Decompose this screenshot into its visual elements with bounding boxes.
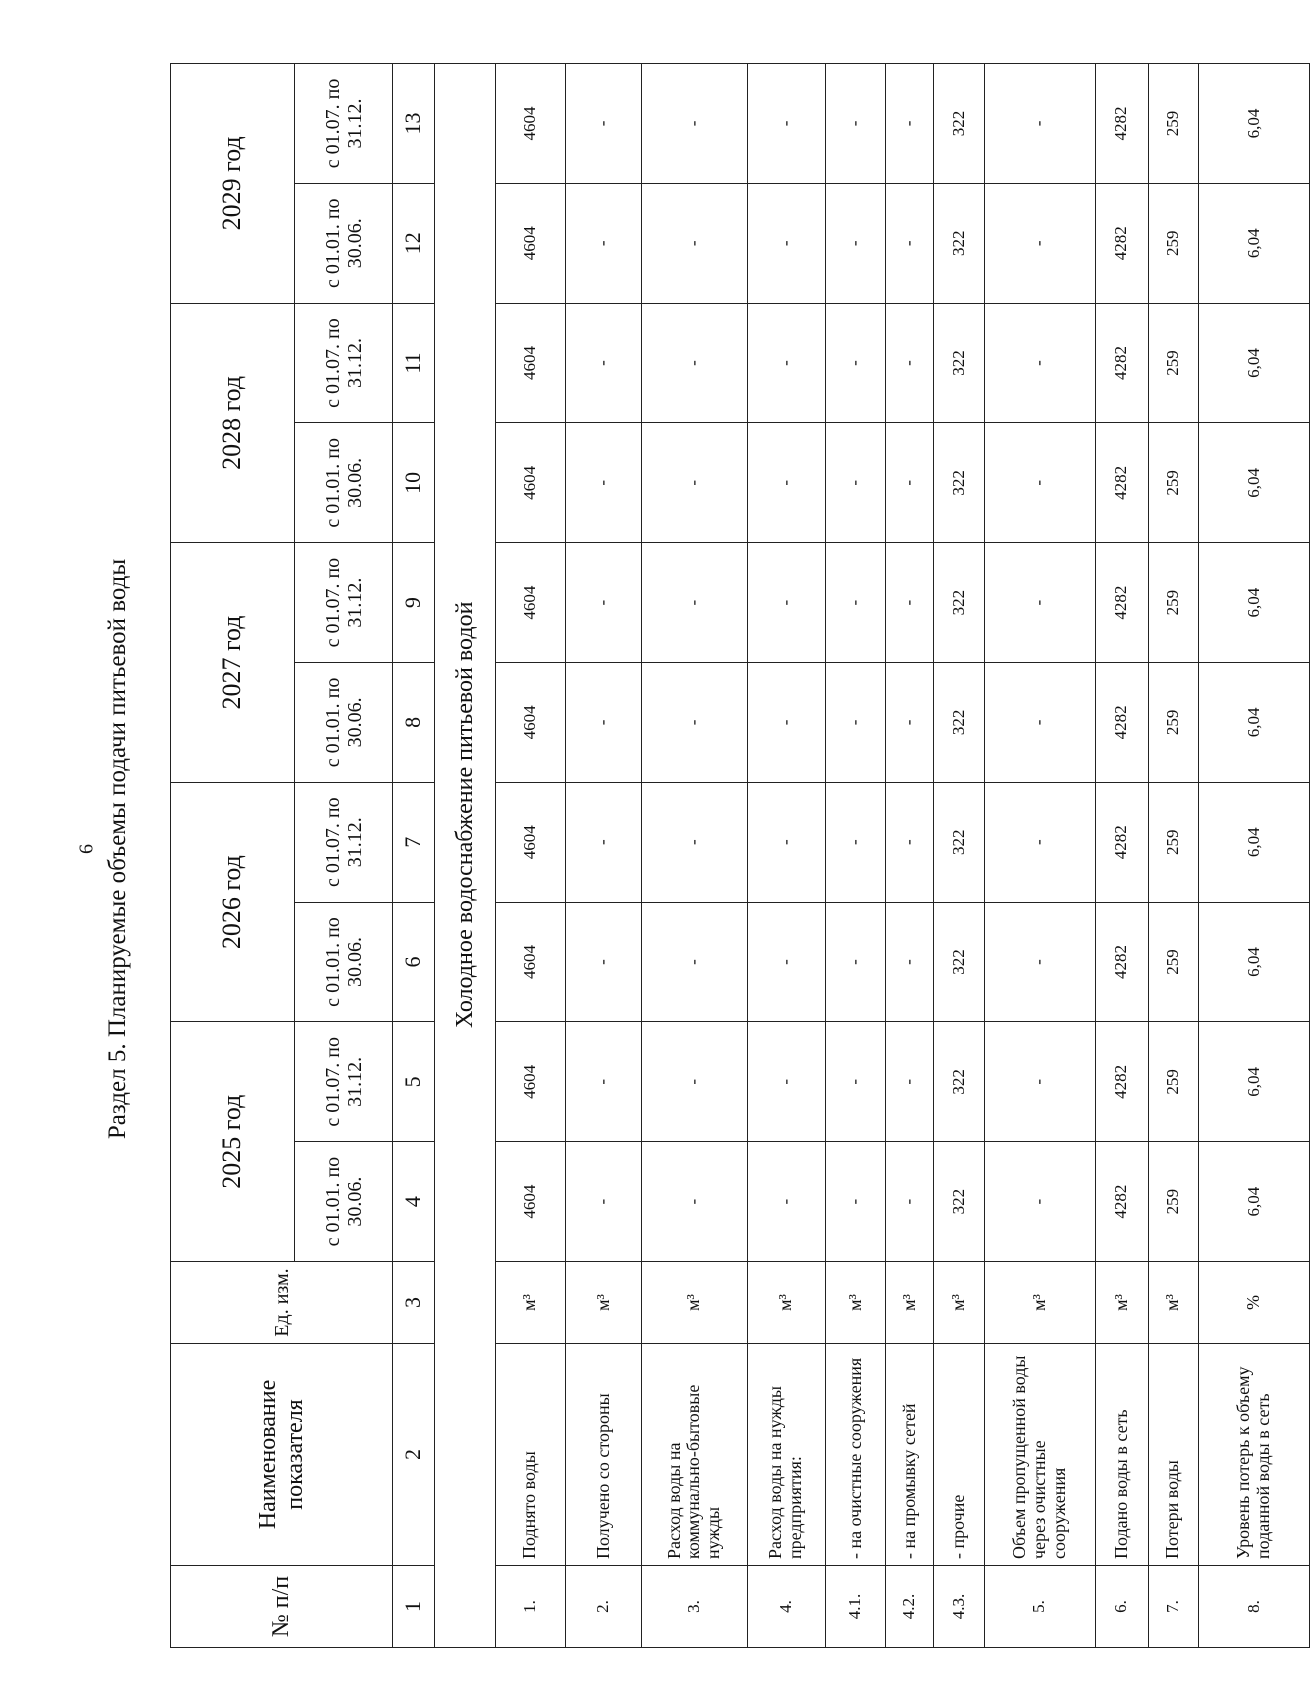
row-unit: м³ [934, 1262, 984, 1344]
row-number: 3. [641, 1566, 747, 1648]
row-value: 4282 [1095, 303, 1148, 423]
table-row [495, 64, 566, 1648]
row-value: - [747, 1142, 825, 1262]
row-value: - [641, 303, 747, 423]
row-value: 6,04 [1198, 543, 1309, 663]
row-number: 5. [984, 1566, 1095, 1648]
row-value: - [641, 663, 747, 783]
header-period: с 01.01. по 30.06. [295, 183, 393, 303]
header-name: Наименование показателя [171, 1344, 393, 1566]
row-value: - [984, 303, 1095, 423]
row-value: 322 [934, 423, 984, 543]
row-name: Уровень потерь к объему поданной воды в сеть [1198, 1344, 1309, 1566]
table-container [170, 64, 1310, 1648]
row-value: - [984, 183, 1095, 303]
column-number: 11 [393, 303, 435, 423]
row-number: 2. [566, 1566, 642, 1648]
row-value: - [747, 902, 825, 1022]
row-value: 322 [934, 64, 984, 184]
column-number: 12 [393, 183, 435, 303]
row-value: 6,04 [1198, 423, 1309, 543]
row-value: 6,04 [1198, 663, 1309, 783]
row-value: 259 [1148, 782, 1198, 902]
row-value: - [566, 423, 642, 543]
header-unit: Ед. изм. [171, 1262, 393, 1344]
row-value: - [825, 543, 886, 663]
row-value: 4604 [495, 663, 566, 783]
row-number: 8. [1198, 1566, 1309, 1648]
row-value: - [825, 902, 886, 1022]
row-value: - [825, 64, 886, 184]
row-value: - [984, 902, 1095, 1022]
header-period: с 01.01. по 30.06. [295, 902, 393, 1022]
row-value: - [825, 1142, 886, 1262]
row-value: - [641, 1022, 747, 1142]
row-number: 4. [747, 1566, 825, 1648]
row-value: 4604 [495, 1142, 566, 1262]
table-row [934, 64, 984, 1648]
row-value: 4282 [1095, 1022, 1148, 1142]
row-value: 259 [1148, 1142, 1198, 1262]
row-value: 322 [934, 1022, 984, 1142]
column-number: 3 [393, 1262, 435, 1344]
row-name: Объем пропущенной воды через очистные сооружения [984, 1344, 1095, 1566]
column-number: 7 [393, 782, 435, 902]
table-row [1198, 64, 1309, 1648]
table-row [886, 64, 934, 1648]
row-number: 4.3. [934, 1566, 984, 1648]
row-number: 6. [1095, 1566, 1148, 1648]
row-value: - [984, 1142, 1095, 1262]
row-value: - [886, 902, 934, 1022]
section-row [435, 64, 496, 1648]
row-name: Получено со стороны [566, 1344, 642, 1566]
row-value: 4604 [495, 183, 566, 303]
row-value: - [886, 183, 934, 303]
row-value: - [641, 543, 747, 663]
row-value: 259 [1148, 663, 1198, 783]
row-unit: м³ [825, 1262, 886, 1344]
row-value: 322 [934, 543, 984, 663]
row-value: - [747, 543, 825, 663]
header-year: 2028 год [171, 303, 295, 543]
column-number: 8 [393, 663, 435, 783]
row-value: - [566, 1022, 642, 1142]
row-value: 4282 [1095, 64, 1148, 184]
row-value: 4282 [1095, 782, 1148, 902]
row-number: 4.2. [886, 1566, 934, 1648]
row-value: 4604 [495, 64, 566, 184]
table-row [984, 64, 1095, 1648]
row-value: - [641, 183, 747, 303]
row-value: - [641, 902, 747, 1022]
row-unit: м³ [747, 1262, 825, 1344]
row-value: 6,04 [1198, 902, 1309, 1022]
row-value: 259 [1148, 902, 1198, 1022]
column-number: 2 [393, 1344, 435, 1566]
row-unit: м³ [984, 1262, 1095, 1344]
row-value: 259 [1148, 303, 1198, 423]
row-value: - [641, 423, 747, 543]
row-value: - [747, 782, 825, 902]
row-value: - [984, 423, 1095, 543]
table-row [747, 64, 825, 1648]
row-value: 6,04 [1198, 64, 1309, 184]
row-value: - [984, 782, 1095, 902]
row-value: 259 [1148, 183, 1198, 303]
row-value: - [984, 1022, 1095, 1142]
row-value: - [747, 423, 825, 543]
row-value: - [566, 183, 642, 303]
table-row [641, 64, 747, 1648]
row-value: 322 [934, 782, 984, 902]
row-name: Подано воды в сеть [1095, 1344, 1148, 1566]
row-value: 4604 [495, 423, 566, 543]
row-value: 322 [934, 902, 984, 1022]
row-value: - [641, 1142, 747, 1262]
column-number: 4 [393, 1142, 435, 1262]
row-name: Поднято воды [495, 1344, 566, 1566]
row-value: 259 [1148, 423, 1198, 543]
row-value: 259 [1148, 543, 1198, 663]
row-name: Расход воды на нужды предприятия: [747, 1344, 825, 1566]
row-value: - [641, 64, 747, 184]
column-number: 5 [393, 1022, 435, 1142]
column-number: 13 [393, 64, 435, 184]
row-value: 6,04 [1198, 1022, 1309, 1142]
row-value: - [747, 663, 825, 783]
row-value: - [825, 303, 886, 423]
row-value: - [566, 64, 642, 184]
water-supply-table [170, 63, 1310, 1648]
header-period: с 01.07. по 31.12. [295, 303, 393, 423]
header-year: 2026 год [171, 782, 295, 1022]
row-value: 4604 [495, 543, 566, 663]
row-value: 4604 [495, 303, 566, 423]
header-period: с 01.07. по 31.12. [295, 782, 393, 902]
header-period: с 01.01. по 30.06. [295, 1142, 393, 1262]
row-value: - [566, 663, 642, 783]
row-value: - [747, 183, 825, 303]
row-value: - [886, 782, 934, 902]
row-value: - [566, 543, 642, 663]
row-number: 1. [495, 1566, 566, 1648]
row-value: - [747, 1022, 825, 1142]
row-value: 322 [934, 183, 984, 303]
row-value: - [825, 782, 886, 902]
row-value: 6,04 [1198, 303, 1309, 423]
row-unit: м³ [886, 1262, 934, 1344]
column-number: 9 [393, 543, 435, 663]
row-value: - [641, 782, 747, 902]
row-value: - [566, 902, 642, 1022]
header-year: 2025 год [171, 1022, 295, 1262]
header-period: с 01.07. по 31.12. [295, 64, 393, 184]
row-value: - [747, 303, 825, 423]
column-number: 1 [393, 1566, 435, 1648]
row-number: 4.1. [825, 1566, 886, 1648]
row-value: 6,04 [1198, 183, 1309, 303]
row-value: - [886, 1142, 934, 1262]
row-value: - [886, 1022, 934, 1142]
row-number: 7. [1148, 1566, 1198, 1648]
row-value: - [984, 663, 1095, 783]
row-value: - [825, 1022, 886, 1142]
row-name: - прочие [934, 1344, 984, 1566]
row-value: 259 [1148, 64, 1198, 184]
table-row [1148, 64, 1198, 1648]
row-value: 6,04 [1198, 782, 1309, 902]
row-value: - [984, 64, 1095, 184]
row-value: 259 [1148, 1022, 1198, 1142]
row-value: 322 [934, 303, 984, 423]
header-year: 2027 год [171, 543, 295, 783]
row-value: - [566, 1142, 642, 1262]
row-value: 322 [934, 1142, 984, 1262]
row-value: - [825, 423, 886, 543]
row-value: 4282 [1095, 423, 1148, 543]
row-value: - [886, 663, 934, 783]
header-year: 2029 год [171, 64, 295, 304]
row-value: 4604 [495, 782, 566, 902]
row-value: 4282 [1095, 543, 1148, 663]
row-value: - [886, 543, 934, 663]
section-heading: Холодное водоснабжение питьевой водой [435, 64, 496, 1566]
header-period: с 01.07. по 31.12. [295, 1022, 393, 1142]
row-value: - [886, 303, 934, 423]
header-period: с 01.01. по 30.06. [295, 663, 393, 783]
row-name: Потери воды [1148, 1344, 1198, 1566]
row-unit: % [1198, 1262, 1309, 1344]
row-value: - [825, 663, 886, 783]
table-row [1095, 64, 1148, 1648]
row-unit: м³ [495, 1262, 566, 1344]
table-row [825, 64, 886, 1648]
row-value: - [825, 183, 886, 303]
row-unit: м³ [1095, 1262, 1148, 1344]
row-value: - [747, 64, 825, 184]
row-value: 4282 [1095, 183, 1148, 303]
row-value: 6,04 [1198, 1142, 1309, 1262]
header-num: № п/п [171, 1566, 393, 1648]
column-numbers-row [393, 64, 435, 1648]
row-value: - [886, 423, 934, 543]
column-number: 6 [393, 902, 435, 1022]
row-value: - [984, 543, 1095, 663]
row-name: - на промывку сетей [886, 1344, 934, 1566]
row-value: - [566, 303, 642, 423]
row-value: 4604 [495, 1022, 566, 1142]
row-value: 4282 [1095, 663, 1148, 783]
row-value: 4282 [1095, 902, 1148, 1022]
row-value: - [566, 782, 642, 902]
row-value: 4282 [1095, 1142, 1148, 1262]
row-value: 4604 [495, 902, 566, 1022]
header-period: с 01.01. по 30.06. [295, 423, 393, 543]
row-value: 322 [934, 663, 984, 783]
row-unit: м³ [566, 1262, 642, 1344]
row-unit: м³ [641, 1262, 747, 1344]
header-period: с 01.07. по 31.12. [295, 543, 393, 663]
row-name: - на очистные сооружения [825, 1344, 886, 1566]
column-number: 10 [393, 423, 435, 543]
table-row [566, 64, 642, 1648]
row-value: - [886, 64, 934, 184]
row-name: Расход воды на коммунально-бытовые нужды [641, 1344, 747, 1566]
row-unit: м³ [1148, 1262, 1198, 1344]
